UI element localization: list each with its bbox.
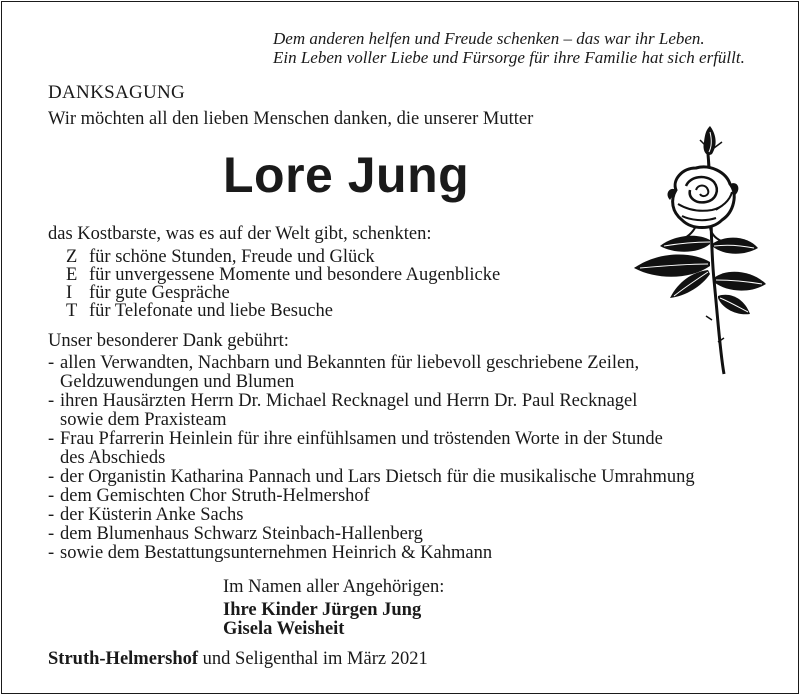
intro-text: Wir möchten all den lieben Menschen danken, die unserer Mutter: [48, 109, 534, 129]
motto-line-2: Ein Leben voller Liebe und Fürsorge für ihre Familie hat sich erfüllt.: [273, 48, 745, 67]
list-dash: -: [48, 353, 55, 373]
list-item-line: dem Blumenhaus Schwarz Steinbach-Hallenberg: [60, 524, 423, 544]
motto-line-1: Dem anderen helfen und Freude schenken – das war ihr Leben.: [273, 29, 705, 48]
signature-intro: Im Namen aller Angehörigen:: [223, 577, 445, 597]
list-dash: -: [48, 391, 55, 411]
thanks-heading: Unser besonderer Dank gebührt:: [48, 331, 289, 351]
list-item-line: Geldzuwendungen und Blumen: [60, 372, 295, 392]
list-item-line: dem Gemischten Chor Struth-Helmershof: [60, 486, 370, 506]
list-dash: -: [48, 429, 55, 449]
list-item-line: allen Verwandten, Nachbarn und Bekannten für liebevoll geschriebene Zeilen,: [60, 353, 640, 373]
signature-name-1: Ihre Kinder Jürgen Jung: [223, 600, 422, 620]
list-item-line: des Abschieds: [60, 448, 166, 468]
list-item-line: Frau Pfarrerin Heinlein für ihre einfühlsamen und tröstenden Worte in der Stunde: [60, 429, 663, 449]
rose-icon: [626, 120, 774, 378]
list-item: [48, 506, 695, 525]
heading: DANKSAGUNG: [48, 82, 186, 103]
list-dash: -: [48, 505, 55, 525]
list-item-line: der Organistin Katharina Pannach und Lars Dietsch für die musikalische Umrahmung: [60, 467, 695, 487]
acrostic-text: für Telefonate und liebe Besuche: [89, 301, 333, 321]
gift-line: das Kostbarste, was es auf der Welt gibt, schenkten:: [48, 224, 432, 244]
place-date-rest: und Seligenthal im März 2021: [198, 649, 428, 669]
acrostic-letter: E: [66, 265, 78, 285]
list-item: [48, 487, 695, 506]
list-dash: -: [48, 467, 55, 487]
list-item-line: der Küsterin Anke Sachs: [60, 505, 244, 525]
acrostic-text: für gute Gespräche: [89, 283, 230, 303]
list-item: [48, 544, 695, 563]
signature-name-2: Gisela Weisheit: [223, 619, 345, 639]
list-item: [48, 525, 695, 544]
acrostic-text: für schöne Stunden, Freude und Glück: [89, 247, 375, 267]
list-item: [48, 392, 695, 430]
list-dash: -: [48, 524, 55, 544]
list-item-line: ihren Hausärzten Herrn Dr. Michael Recknagel und Herrn Dr. Paul Recknagel: [60, 391, 638, 411]
list-item: [48, 430, 695, 468]
acrostic-letter: I: [66, 283, 73, 303]
deceased-name: Lore Jung: [223, 147, 470, 203]
place-name: Struth-Helmershof: [48, 649, 199, 669]
place-date: [48, 650, 428, 669]
acrostic-line: [66, 302, 333, 321]
list-item-line: sowie dem Praxisteam: [60, 410, 227, 430]
list-dash: -: [48, 543, 55, 563]
obituary-card: [1, 1, 799, 694]
list-dash: -: [48, 486, 55, 506]
thanks-list: [48, 354, 695, 563]
acrostic-letter: T: [66, 301, 78, 321]
acrostic-text: für unvergessene Momente und besondere Augenblicke: [89, 265, 501, 285]
list-item: [48, 354, 695, 392]
list-item: [48, 468, 695, 487]
acrostic-letter: Z: [66, 247, 78, 267]
list-item-line: sowie dem Bestattungsunternehmen Heinrich & Kahmann: [60, 543, 493, 563]
